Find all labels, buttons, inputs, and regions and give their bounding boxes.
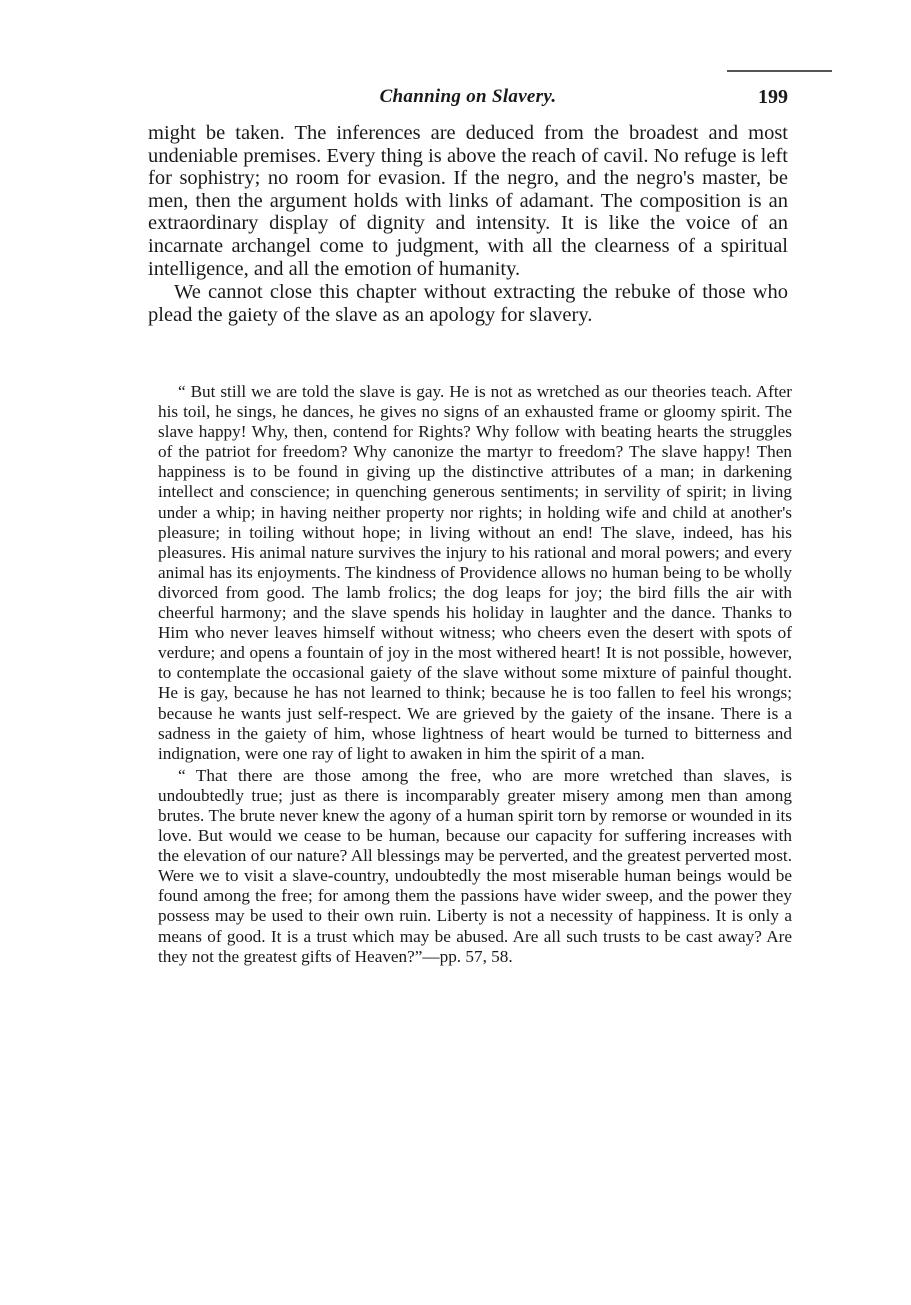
running-title: Channing on Slavery.	[379, 86, 557, 107]
quote-paragraph-text: “ That there are those among the free, who are more wretched than slaves, is undoubtedly true; just as there is incomparably greater misery among men than among brutes. The brute never knew the agony of a human spirit torn by remorse or wounded in its love. But would we cease to be human, because our capacity for suffering increases with the elevation of our nature? All blessings may be perverted, and the greatest perverted most. Were we to visit a slave-country, undoubtedly the most miserable human beings would be found among the free; for among them the passions have wider sweep, and the power they possess may be used to their own ruin. Liberty is not a necessity of happiness. It is only a means of good. It is a trust which may be abused. Are all such trusts to be cast away? Are they not the greatest gifts of Heaven?”	[158, 765, 792, 966]
body-paragraph-continued: might be taken. The inferences are deduced from the broadest and most undeniable premises. Every thing is above the reach of cavil. No refuge is left for sophistry; no room for evasion. If the negro, and the negro's master, be men, then the argument holds with links of adamant. The composition is an extraordinary display of dignity and intensity. It is like the voice of an incarnate archangel come to judgment, with all the clearness of a spiritual intelligence, and all the emotion of humanity.	[148, 122, 788, 280]
page-number: 199	[758, 86, 788, 108]
page-citation: —pp. 57, 58.	[422, 946, 513, 966]
body-paragraph-intro-quote: We cannot close this chapter without extracting the rebuke of those who plead the gaiety of the slave as an apology for slavery.	[148, 281, 788, 326]
quote-paragraph: “ But still we are told the slave is gay. He is not as wretched as our theories teach. After his toil, he sings, he dances, he gives no signs of an exhausted frame or gloomy spirit. The slave happy! Why, then, contend for Rights? Why follow with beating hearts the struggles of the patriot for freedom? Why canonize the martyr to freedom? The slave happy! Then happiness is to be found in giving up the distinctive attributes of a man; in darkening intellect and conscience; in quenching generous sentiments; in servility of spirit; in living under a whip; in having neither property nor rights; in holding wife and child at another's pleasure; in toiling without hope; in living without an end! The slave, indeed, has his pleasures. His animal nature survives the injury to his rational and moral powers; and every animal has its enjoyments. The kindness of Providence allows no human being to be wholly divorced from good. The lamb frolics; the dog leaps for joy; the bird fills the air with cheerful harmony; and the slave spends his holiday in laughter and the dance. Thanks to Him who never leaves himself without witness; who cheers even the desert with spots of verdure; and opens a fountain of joy in the most withered heart! It is not possible, however, to contemplate the occasional gaiety of the slave without some mixture of painful thought. He is gay, because he has not learned to think; because he is too fallen to feel his wrongs; because he wants just self-respect. We are grieved by the gaiety of the insane. There is a sadness in the gaiety of him, whose lightness of heart would be turned to bitterness and indignation, were one ray of light to awaken in him the spirit of a man.	[158, 382, 792, 763]
block-quotation	[158, 382, 792, 967]
running-head	[148, 86, 788, 112]
quote-paragraph	[158, 766, 792, 967]
top-rule	[727, 70, 832, 72]
body-text	[148, 122, 788, 326]
